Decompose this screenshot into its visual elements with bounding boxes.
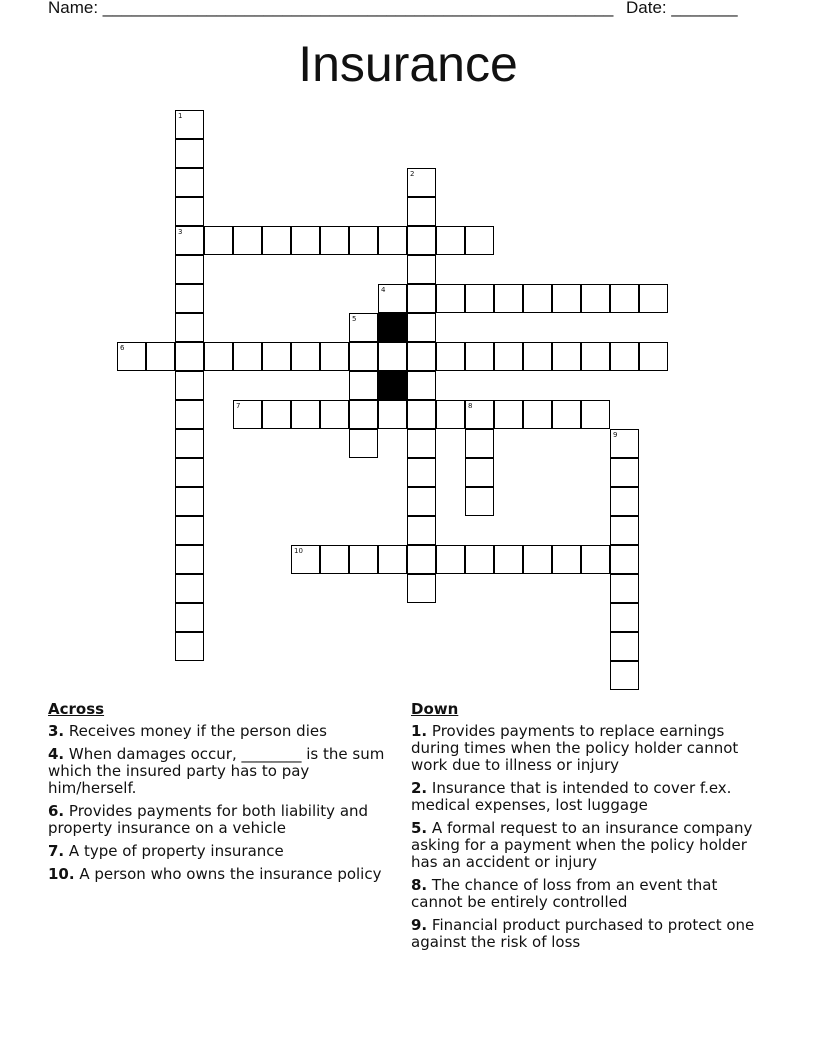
crossword-cell[interactable]: [175, 603, 204, 632]
crossword-cell[interactable]: [610, 429, 639, 458]
across-clues: [48, 701, 398, 889]
crossword-block: [378, 313, 407, 342]
crossword-cell[interactable]: [407, 545, 436, 574]
crossword-cell[interactable]: [175, 139, 204, 168]
crossword-cell[interactable]: [436, 284, 465, 313]
crossword-cell[interactable]: [378, 400, 407, 429]
crossword-cell[interactable]: [465, 342, 494, 371]
crossword-cell[interactable]: [465, 400, 494, 429]
clue-number: 1.: [411, 722, 428, 740]
crossword-cell[interactable]: [233, 226, 262, 255]
name-field-label: Name: ______________________________________________________: [48, 0, 614, 17]
clue-item: [48, 843, 398, 860]
crossword-cell[interactable]: [378, 226, 407, 255]
crossword-cell[interactable]: [465, 458, 494, 487]
crossword-cell[interactable]: [175, 110, 204, 139]
clue-item: [48, 746, 398, 797]
crossword-cell[interactable]: [610, 284, 639, 313]
clue-number: 3.: [48, 722, 65, 740]
crossword-cell[interactable]: [494, 284, 523, 313]
crossword-cell[interactable]: [552, 545, 581, 574]
crossword-cell[interactable]: [291, 342, 320, 371]
crossword-cell[interactable]: [407, 313, 436, 342]
crossword-cell[interactable]: [204, 342, 233, 371]
crossword-cell[interactable]: [407, 255, 436, 284]
crossword-cell[interactable]: [175, 197, 204, 226]
crossword-cell[interactable]: [552, 342, 581, 371]
crossword-cell[interactable]: [175, 313, 204, 342]
crossword-cell[interactable]: [233, 342, 262, 371]
crossword-cell[interactable]: [407, 371, 436, 400]
clue-text: When damages occur, ________ is the sum which the insured party has to pay him/herself.: [48, 745, 385, 797]
crossword-cell[interactable]: [494, 342, 523, 371]
crossword-cell[interactable]: [407, 458, 436, 487]
crossword-cell[interactable]: [175, 632, 204, 661]
crossword-cell[interactable]: [349, 226, 378, 255]
crossword-cell[interactable]: [436, 400, 465, 429]
crossword-cell[interactable]: [581, 284, 610, 313]
crossword-block: [378, 371, 407, 400]
crossword-cell[interactable]: [378, 545, 407, 574]
crossword-cell[interactable]: [204, 226, 233, 255]
crossword-cell[interactable]: [436, 545, 465, 574]
crossword-cell[interactable]: [175, 371, 204, 400]
crossword-cell[interactable]: [175, 545, 204, 574]
crossword-cell[interactable]: [146, 342, 175, 371]
crossword-cell[interactable]: [465, 487, 494, 516]
crossword-cell[interactable]: [349, 429, 378, 458]
cell-number: 5: [352, 315, 357, 323]
date-field-label: Date: _______: [626, 0, 738, 17]
crossword-cell[interactable]: [291, 545, 320, 574]
crossword-cell[interactable]: [378, 284, 407, 313]
clue-number: 10.: [48, 865, 75, 883]
crossword-cell[interactable]: [523, 400, 552, 429]
crossword-cell[interactable]: [552, 400, 581, 429]
crossword-cell[interactable]: [465, 226, 494, 255]
crossword-cell[interactable]: [349, 400, 378, 429]
crossword-cell[interactable]: [175, 168, 204, 197]
crossword-cell[interactable]: [407, 574, 436, 603]
clue-text: The chance of loss from an event that cannot be entirely controlled: [411, 876, 718, 911]
cell-number: 8: [468, 402, 473, 410]
crossword-cell[interactable]: [494, 400, 523, 429]
crossword-cell[interactable]: [291, 226, 320, 255]
cell-number: 10: [294, 547, 303, 555]
clue-item: [411, 917, 761, 951]
clue-item: [48, 866, 398, 883]
clue-text: Provides payments for both liability and property insurance on a vehicle: [48, 802, 369, 837]
crossword-cell[interactable]: [407, 226, 436, 255]
crossword-cell[interactable]: [639, 342, 668, 371]
clue-number: 7.: [48, 842, 65, 860]
crossword-cell[interactable]: [175, 284, 204, 313]
crossword-cell[interactable]: [610, 603, 639, 632]
crossword-cell[interactable]: [407, 284, 436, 313]
crossword-cell[interactable]: [117, 342, 146, 371]
crossword-cell[interactable]: [610, 632, 639, 661]
crossword-cell[interactable]: [407, 516, 436, 545]
crossword-cell[interactable]: [465, 545, 494, 574]
crossword-cell[interactable]: [175, 255, 204, 284]
clue-text: Insurance that is intended to cover f.ex. medical expenses, lost luggage: [411, 779, 732, 814]
crossword-cell[interactable]: [349, 371, 378, 400]
clue-text: Receives money if the person dies: [68, 722, 327, 740]
crossword-cell[interactable]: [262, 226, 291, 255]
clue-text: Provides payments to replace earnings during times when the policy holder cannot work due to illness or injury: [411, 722, 739, 774]
crossword-cell[interactable]: [639, 284, 668, 313]
crossword-cell[interactable]: [581, 545, 610, 574]
crossword-cell[interactable]: [175, 516, 204, 545]
clue-number: 4.: [48, 745, 65, 763]
down-heading: Down: [411, 700, 459, 718]
clue-number: 6.: [48, 802, 65, 820]
clue-text: A type of property insurance: [68, 842, 284, 860]
cell-number: 1: [178, 112, 183, 120]
crossword-cell[interactable]: [407, 487, 436, 516]
cell-number: 4: [381, 286, 386, 294]
clue-item: [411, 723, 761, 774]
puzzle-title: Insurance: [298, 36, 518, 92]
crossword-cell[interactable]: [407, 197, 436, 226]
crossword-cell[interactable]: [320, 400, 349, 429]
crossword-cell[interactable]: [610, 487, 639, 516]
down-clues: [411, 701, 761, 957]
crossword-cell[interactable]: [349, 342, 378, 371]
crossword-cell[interactable]: [523, 545, 552, 574]
cell-number: 6: [120, 344, 125, 352]
crossword-cell[interactable]: [610, 516, 639, 545]
clue-item: [411, 877, 761, 911]
crossword-cell[interactable]: [320, 342, 349, 371]
crossword-cell[interactable]: [436, 342, 465, 371]
cell-number: 9: [613, 431, 618, 439]
crossword-cell[interactable]: [175, 400, 204, 429]
crossword-cell[interactable]: [581, 342, 610, 371]
clue-text: A person who owns the insurance policy: [79, 865, 382, 883]
crossword-cell[interactable]: [494, 545, 523, 574]
crossword-cell[interactable]: [320, 226, 349, 255]
clue-item: [48, 803, 398, 837]
clue-number: 8.: [411, 876, 428, 894]
crossword-cell[interactable]: [610, 661, 639, 690]
crossword-cell[interactable]: [320, 545, 349, 574]
crossword-cell[interactable]: [349, 313, 378, 342]
crossword-cell[interactable]: [610, 342, 639, 371]
crossword-cell[interactable]: [233, 400, 262, 429]
crossword-cell[interactable]: [610, 545, 639, 574]
across-heading: Across: [48, 700, 105, 718]
crossword-cell[interactable]: [581, 400, 610, 429]
clue-number: 2.: [411, 779, 428, 797]
crossword-cell[interactable]: [291, 400, 320, 429]
crossword-cell[interactable]: [262, 400, 291, 429]
crossword-cell[interactable]: [610, 458, 639, 487]
crossword-cell[interactable]: [378, 342, 407, 371]
crossword-cell[interactable]: [465, 429, 494, 458]
crossword-cell[interactable]: [407, 342, 436, 371]
crossword-cell[interactable]: [465, 284, 494, 313]
clue-number: 5.: [411, 819, 428, 837]
crossword-cell[interactable]: [407, 429, 436, 458]
clue-item: [48, 723, 398, 740]
cell-number: 3: [178, 228, 183, 236]
crossword-cell[interactable]: [175, 487, 204, 516]
clue-text: Financial product purchased to protect one against the risk of loss: [411, 916, 755, 951]
crossword-cell[interactable]: [523, 342, 552, 371]
clue-item: [411, 820, 761, 871]
cell-number: 2: [410, 170, 415, 178]
cell-number: 7: [236, 402, 241, 410]
crossword-cell[interactable]: [175, 574, 204, 603]
clue-number: 9.: [411, 916, 428, 934]
crossword-cell[interactable]: [436, 226, 465, 255]
crossword-cell[interactable]: [175, 429, 204, 458]
crossword-cell[interactable]: [262, 342, 291, 371]
crossword-cell[interactable]: [175, 342, 204, 371]
crossword-cell[interactable]: [407, 168, 436, 197]
crossword-cell[interactable]: [552, 284, 581, 313]
crossword-cell[interactable]: [349, 545, 378, 574]
crossword-cell[interactable]: [175, 226, 204, 255]
crossword-cell[interactable]: [175, 458, 204, 487]
crossword-cell[interactable]: [407, 400, 436, 429]
crossword-cell[interactable]: [523, 284, 552, 313]
crossword-cell[interactable]: [610, 574, 639, 603]
clue-item: [411, 780, 761, 814]
clue-text: A formal request to an insurance company asking for a payment when the policy holder has an accident or injury: [411, 819, 753, 871]
